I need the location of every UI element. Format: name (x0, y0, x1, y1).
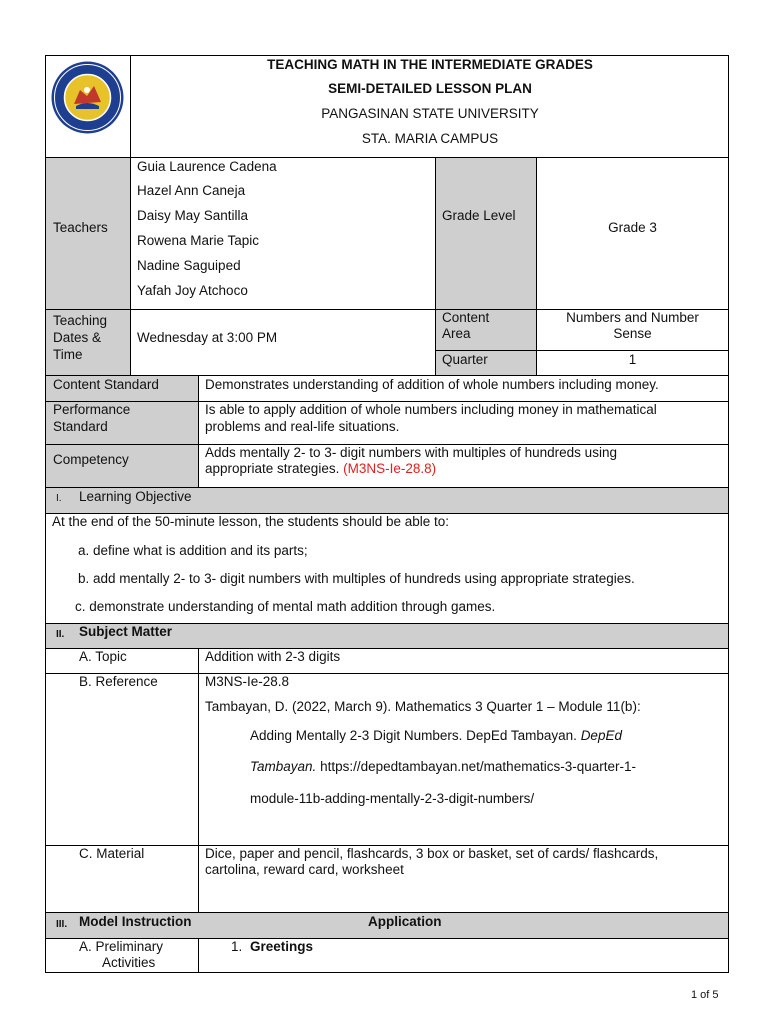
preliminary-value-cell (198, 938, 729, 973)
section-numeral: I. (56, 493, 62, 504)
dates-label-line: Time (53, 347, 83, 362)
objective-item: b. add mentally 2- to 3- digit numbers with multiples of hundreds using appropriate strategies. (78, 571, 635, 586)
teachers-label-cell (45, 157, 131, 310)
content-area-label-cell (435, 309, 537, 351)
section-numeral: II. (56, 629, 65, 640)
greetings-text: Greetings (250, 939, 314, 954)
learning-objective-heading: Learning Objective (79, 489, 192, 504)
topic-label: A. Topic (79, 649, 127, 664)
performance-standard-value-line: Is able to apply addition of whole numbers including money in mathematical (205, 402, 657, 417)
dates-value-cell (130, 309, 436, 376)
teachers-list-cell (130, 157, 436, 310)
reference-url-continued: module-11b-adding-mentally-2-3-digit-numbers/ (250, 791, 535, 806)
competency-value-cell (198, 444, 729, 488)
teacher-name: Yafah Joy Atchoco (137, 283, 248, 298)
quarter-label-cell (435, 350, 537, 376)
campus-name: STA. MARIA CAMPUS (361, 131, 499, 146)
reference-publisher: DepEd (580, 728, 622, 743)
reference-label-cell (45, 673, 199, 846)
performance-standard-value-line: problems and real-life situations. (205, 419, 400, 434)
content-standard-label: Content Standard (53, 377, 159, 392)
competency-code: (M3NS-Ie-28.8) (343, 461, 437, 476)
content-area-label-line: Area (442, 326, 471, 341)
teacher-name: Rowena Marie Tapic (137, 233, 260, 248)
content-standard-label-cell (45, 375, 199, 402)
header-text-area (131, 55, 729, 158)
objective-item: c. demonstrate understanding of mental math addition through games. (75, 599, 496, 614)
quarter-value: 1 (628, 352, 637, 367)
reference-value-cell (198, 673, 729, 846)
model-instruction-heading-row (45, 912, 729, 939)
content-area-value-line: Numbers and Number (566, 310, 699, 325)
content-area-value-line: Sense (613, 326, 652, 341)
material-label-cell (45, 845, 199, 913)
teacher-name: Daisy May Santilla (137, 208, 249, 223)
content-area-value-cell (536, 309, 729, 351)
competency-value-line2 (205, 461, 436, 476)
grade-level-value: Grade 3 (608, 220, 657, 235)
document-title: TEACHING MATH IN THE INTERMEDIATE GRADES (267, 57, 593, 72)
greetings-number: 1. (231, 939, 243, 954)
preliminary-label-line: Activities (102, 955, 156, 970)
grade-level-label-cell (435, 157, 537, 310)
performance-standard-label-line: Standard (53, 419, 108, 434)
reference-line: Tambayan, D. (2022, March 9). Mathematics 3 Quarter 1 – Module 11(b): (205, 699, 641, 714)
content-standard-value: Demonstrates understanding of addition of whole numbers including money. (205, 377, 659, 392)
performance-standard-label-line: Performance (53, 402, 131, 417)
performance-standard-label-cell (45, 401, 199, 445)
material-value-line: cartolina, reward card, worksheet (205, 862, 404, 877)
subject-matter-heading-row (45, 623, 729, 649)
competency-label-cell (45, 444, 199, 488)
page-number: 1 of 5 (691, 989, 719, 1001)
material-value-cell (198, 845, 729, 913)
material-label: C. Material (79, 846, 145, 861)
quarter-label: Quarter (442, 352, 488, 367)
grade-level-label: Grade Level (442, 208, 516, 223)
teacher-name: Guia Laurence Cadena (137, 159, 277, 174)
document-subtitle: SEMI-DETAILED LESSON PLAN (328, 81, 532, 96)
topic-label-cell (45, 648, 199, 674)
performance-standard-value-cell (198, 401, 729, 445)
section-numeral: III. (56, 919, 68, 930)
reference-url: https://depedtambayan.net/mathematics-3-quarter-1- (320, 759, 636, 774)
preliminary-label-line: A. Preliminary (79, 939, 164, 954)
reference-publisher: Tambayan. (250, 759, 317, 774)
teachers-label: Teachers (53, 220, 108, 235)
competency-value-line: Adds mentally 2- to 3- digit numbers with multiples of hundreds using (205, 445, 617, 460)
topic-value-cell (198, 648, 729, 674)
material-value-line: Dice, paper and pencil, flashcards, 3 box or basket, set of cards/ flashcards, (205, 846, 659, 861)
dates-label-cell (45, 309, 131, 376)
model-instruction-heading: Model Instruction (79, 914, 192, 929)
learning-objective-body (45, 513, 729, 624)
dates-label-line: Teaching (53, 313, 108, 328)
quarter-value-cell (536, 350, 729, 376)
teacher-name: Nadine Saguiped (137, 258, 241, 273)
university-name: PANGASINAN STATE UNIVERSITY (321, 106, 539, 121)
competency-value-text: appropriate strategies. (205, 461, 340, 476)
greetings-item (231, 939, 313, 954)
reference-line (250, 759, 636, 774)
content-standard-value-cell (198, 375, 729, 402)
application-heading: Application (368, 914, 442, 929)
reference-text: Adding Mentally 2-3 Digit Numbers. DepEd Tambayan. (250, 728, 577, 743)
topic-value: Addition with 2-3 digits (205, 649, 341, 664)
objective-intro: At the end of the 50-minute lesson, the students should be able to: (52, 514, 450, 529)
reference-line (250, 728, 622, 743)
learning-objective-heading-row (45, 487, 729, 514)
dates-value: Wednesday at 3:00 PM (137, 330, 278, 345)
content-area-label-line: Content (442, 310, 490, 325)
university-seal (50, 60, 125, 135)
preliminary-label-cell (45, 938, 199, 973)
grade-level-value-cell (536, 157, 729, 310)
subject-matter-heading: Subject Matter (79, 624, 173, 639)
objective-item: a. define what is addition and its parts; (78, 543, 308, 558)
competency-label: Competency (53, 452, 129, 467)
reference-code: M3NS-Ie-28.8 (205, 674, 290, 689)
dates-label-line: Dates & (53, 330, 102, 345)
teacher-name: Hazel Ann Caneja (137, 183, 246, 198)
reference-label: B. Reference (79, 674, 158, 689)
